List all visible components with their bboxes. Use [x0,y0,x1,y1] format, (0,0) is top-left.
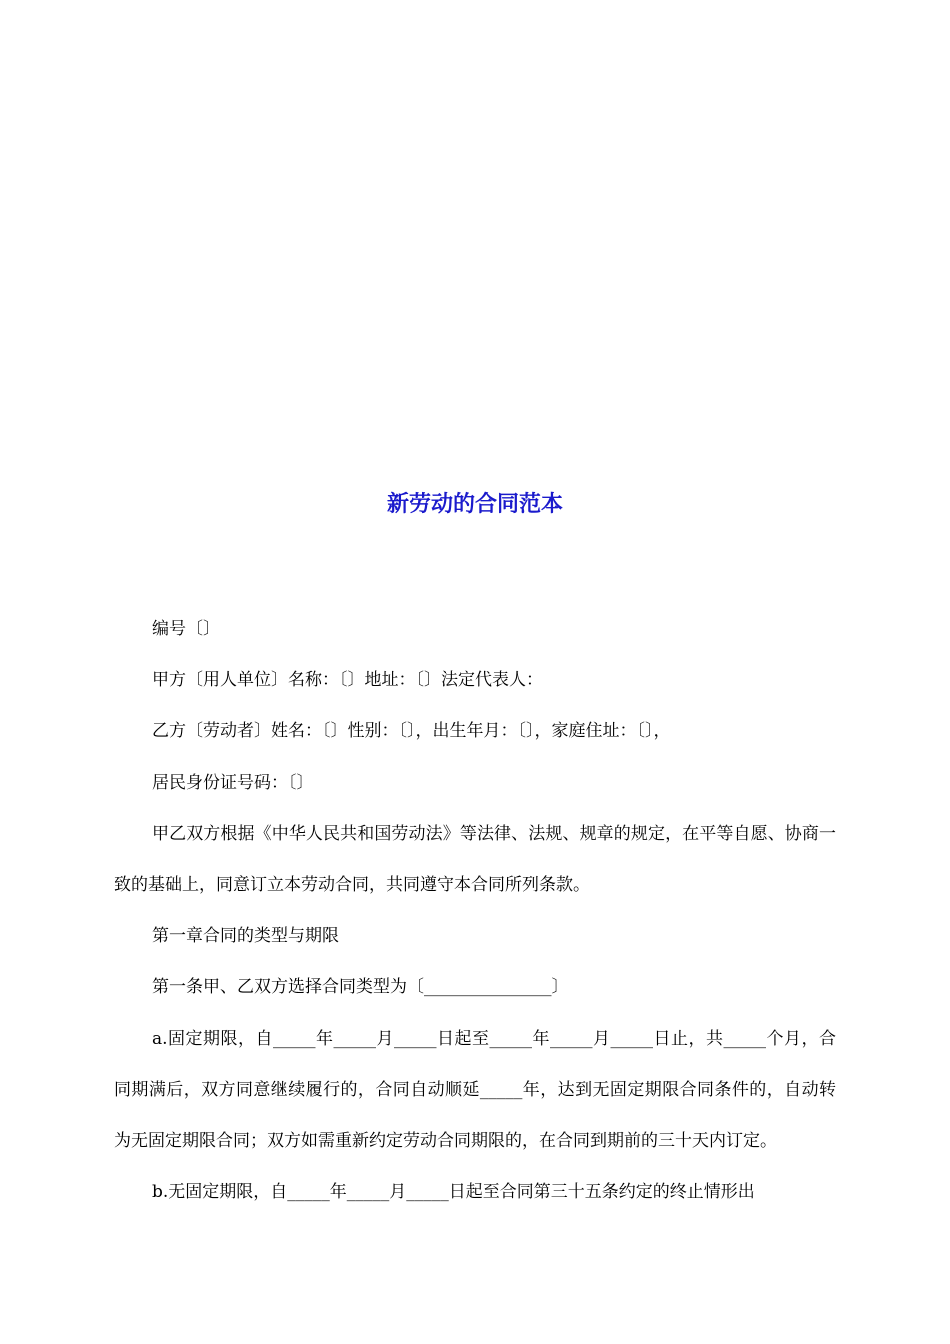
clause-b-paragraph: b.无固定期限，自_____年_____月_____日起至合同第三十五条约定的终止情形出 [152,1182,755,1203]
clause-a-paragraph: a.固定期限，自_____年_____月_____日起至_____年_____月_____日止，共_____个月，合同期满后，双方同意继续履行的，合同自动顺延_____年，达到无固定期限合同条件的，自动转为无固定期限合同；双方如需重新约定劳动合同期限的，在合同到期前的三十天内订定。 [114,1028,836,1152]
contract-number-line: 编号〔〕 [152,619,220,639]
party-b-line: 乙方〔劳动者〕姓名：〔〕性别：〔〕，出生年月：〔〕，家庭住址：〔〕， [152,721,671,742]
document-body [114,604,836,1218]
party-a-line: 甲方〔用人单位〕名称：〔〕地址：〔〕法定代表人： [152,670,543,691]
chapter-heading: 第一章合同的类型与期限 [152,926,339,947]
article-one: 第一条甲、乙双方选择合同类型为〔_______________〕 [152,977,569,998]
preamble-paragraph: 甲乙双方根据《中华人民共和国劳动法》等法律、法规、规章的规定，在平等自愿、协商一致的基础上，同意订立本劳动合同，共同遵守本合同所列条款。 [114,823,836,896]
document-title: 新劳动的合同范本 [386,491,563,517]
id-number-line: 居民身份证号码：〔〕 [152,772,314,793]
